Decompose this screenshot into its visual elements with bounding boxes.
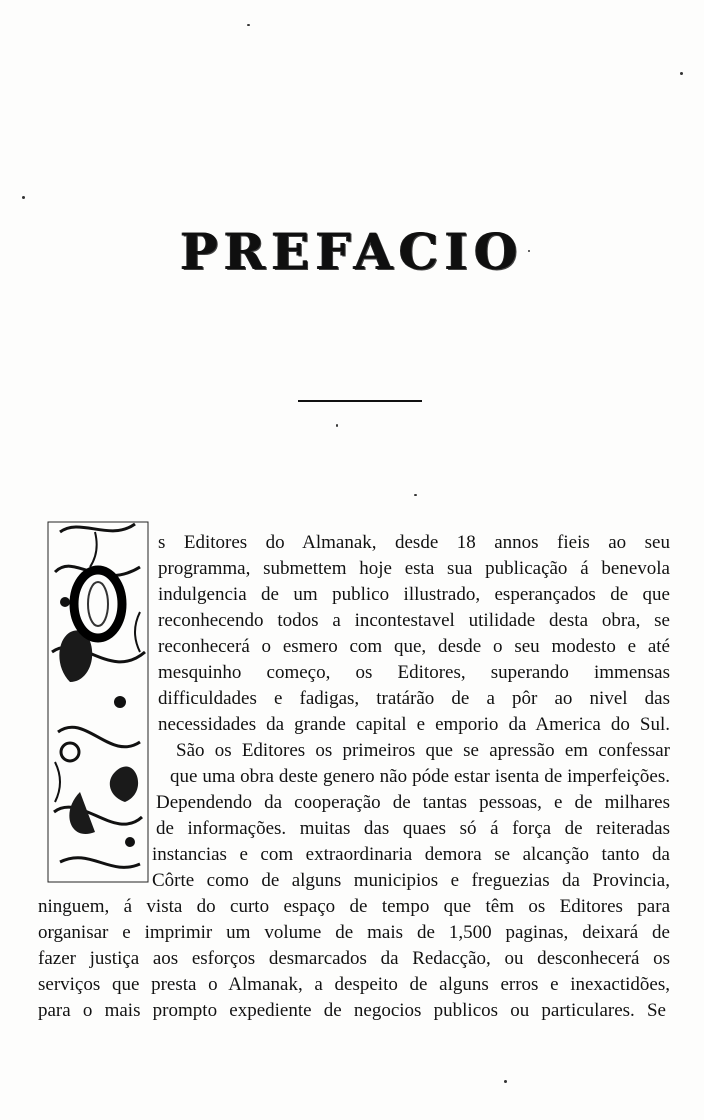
text-line: s Editores do Almanak, desde 18 annos fieis ao seu bbox=[158, 532, 670, 553]
text-line: difficuldades e fadigas, tratárão de a pôr ao nivel das bbox=[158, 688, 670, 709]
title-divider-rule bbox=[298, 400, 422, 402]
text-line: organisar e imprimir um volume de mais de 1,500 paginas, deixará de bbox=[38, 922, 670, 943]
print-speck bbox=[504, 1080, 507, 1083]
text-line: reconhecendo todos a incontestavel utilidade desta obra, se bbox=[158, 610, 670, 631]
print-speck bbox=[680, 72, 683, 75]
print-speck bbox=[414, 494, 417, 496]
print-speck bbox=[22, 196, 25, 199]
text-line: reconhecerá o esmero com que, desde o seu modesto e até bbox=[158, 636, 670, 657]
text-line: Dependendo da cooperação de tantas pessoas, e de milhares bbox=[156, 792, 670, 813]
ornamental-initial bbox=[40, 512, 158, 892]
page-title: PREFACIO bbox=[180, 222, 524, 281]
text-line: São os Editores os primeiros que se apressão em confessar bbox=[176, 740, 670, 761]
text-line: ninguem, á vista do curto espaço de tempo que têm os Editores para bbox=[38, 896, 670, 917]
text-line: mesquinho começo, os Editores, superando immensas bbox=[158, 662, 670, 683]
ornamental-foliage-icon bbox=[40, 512, 158, 892]
text-line: indulgencia de um publico illustrado, esperançados de que bbox=[158, 584, 670, 605]
print-speck bbox=[247, 24, 250, 26]
print-speck bbox=[336, 424, 338, 427]
text-line: Côrte como de alguns municipios e freguezias da Provincia, bbox=[152, 870, 670, 891]
text-line: para o mais prompto expediente de negocios publicos ou particulares. Se bbox=[38, 1000, 666, 1021]
text-line: instancias e com extraordinaria demora se alcanção tanto da bbox=[152, 844, 670, 865]
text-line: fazer justiça aos esforços desmarcados da Redacção, ou desconhecerá os bbox=[38, 948, 670, 969]
print-speck bbox=[528, 250, 530, 252]
text-line: necessidades da grande capital e emporio da America do Sul. bbox=[158, 714, 670, 735]
text-line: de informações. muitas das quaes só á força de reiteradas bbox=[156, 818, 670, 839]
text-line: serviços que presta o Almanak, a despeito de alguns erros e inexactidões, bbox=[38, 974, 670, 995]
text-line: que uma obra deste genero não póde estar isenta de imperfeições. bbox=[170, 766, 670, 787]
text-line: programma, submettem hoje esta sua publicação á benevola bbox=[158, 558, 670, 579]
